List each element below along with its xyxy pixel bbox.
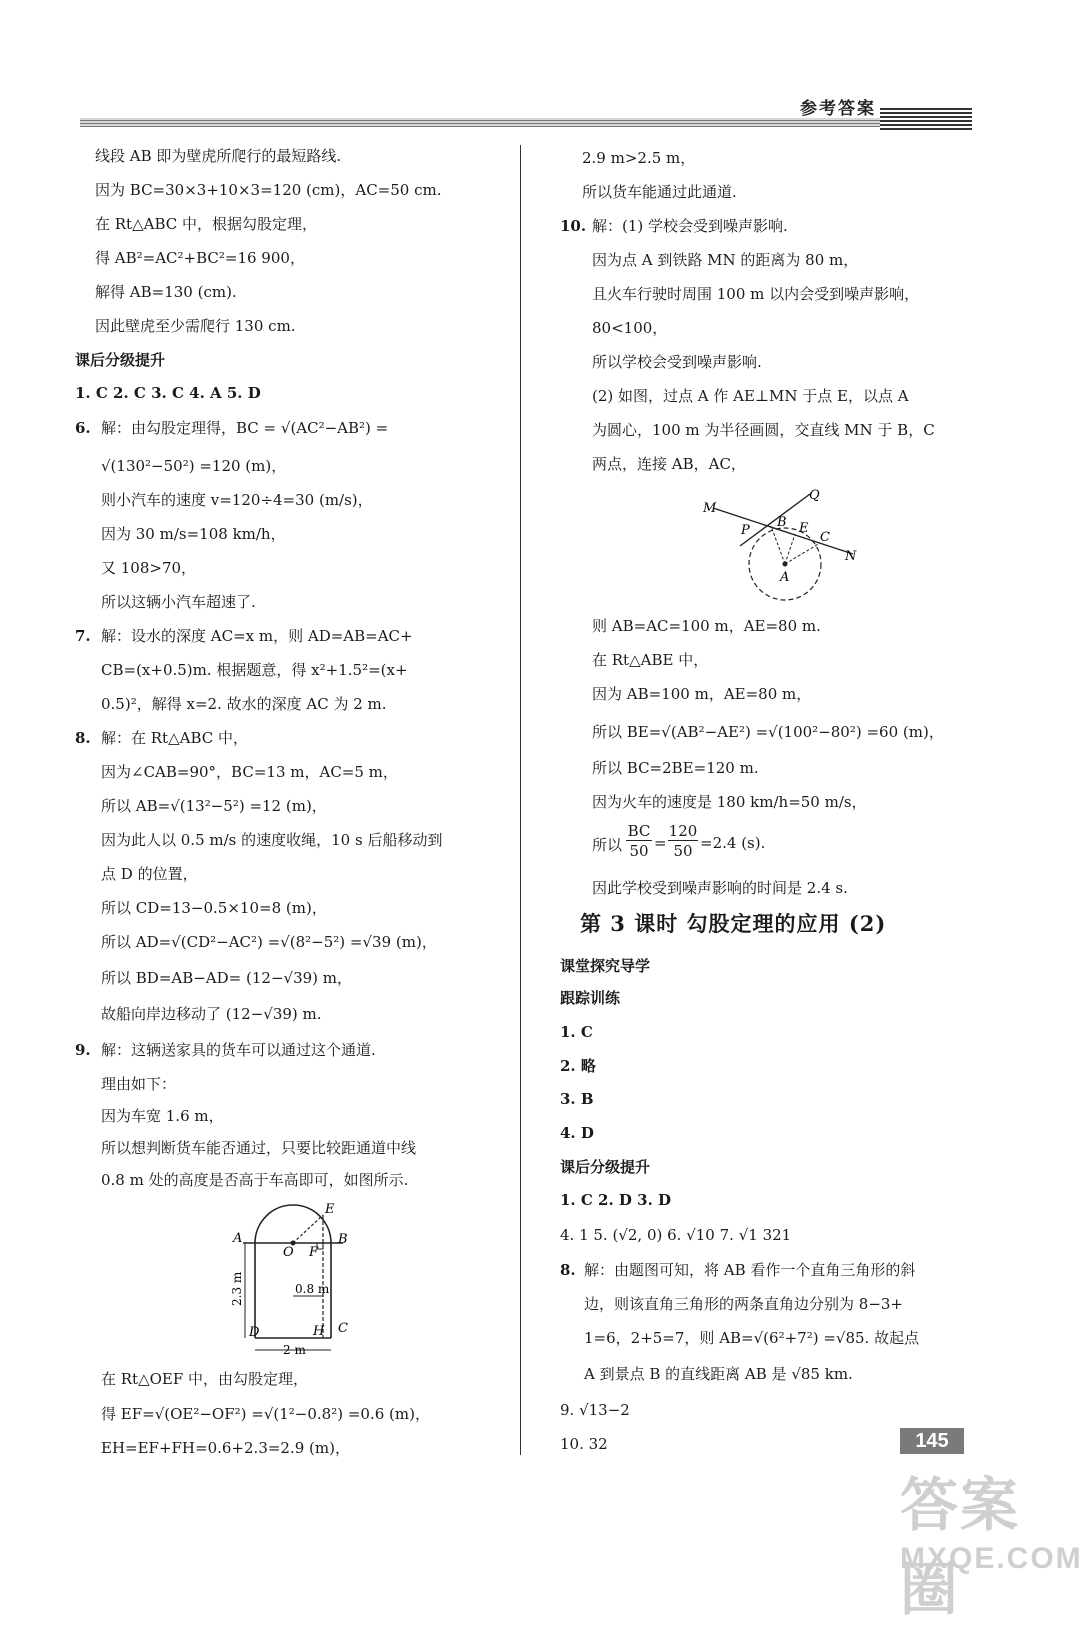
- text-line: 所以这辆小汽车超速了.: [101, 593, 256, 611]
- answer-line: 2. 略: [560, 1057, 596, 1075]
- railway-figure: [695, 486, 865, 611]
- fig-width-label: 2 m: [283, 1343, 306, 1357]
- fig-label-o: O: [283, 1245, 294, 1260]
- text-line: (2) 如图，过点 A 作 AE⊥MN 于点 E，以点 A: [592, 387, 909, 405]
- text-line: 则 AB=AC=100 m，AE=80 m.: [592, 617, 821, 635]
- text-line: 因此壁虎至少需爬行 130 cm.: [95, 317, 296, 335]
- fig-label-f: F: [309, 1245, 319, 1260]
- question-number: 7.: [75, 627, 91, 645]
- answer-line: 1. C 2. C 3. C 4. A 5. D: [75, 384, 261, 402]
- text-line: CB=(x+0.5)m. 根据题意，得 x²+1.5²=(x+: [101, 661, 408, 679]
- text-line: 又 108>70，: [101, 559, 197, 577]
- question-number: 8.: [75, 729, 91, 747]
- text-line: 因为此人以 0.5 m/s 的速度收绳，10 s 后船移动到: [101, 831, 443, 849]
- text-line: 线段 AB 即为壁虎所爬行的最短路线.: [95, 147, 342, 165]
- text-line: 0.8 m 处的高度是否高于车高即可，如图所示.: [101, 1171, 409, 1189]
- text-line: 得 EF=√(OE²−OF²) =√(1²−0.8²) =0.6 (m)，: [101, 1405, 430, 1423]
- text-line: 解：在 Rt△ABC 中，: [101, 729, 249, 747]
- fraction-denominator: 50: [673, 842, 693, 860]
- text-line: 因为 AB=100 m，AE=80 m，: [592, 685, 812, 703]
- text-line: 在 Rt△ABE 中，: [592, 651, 709, 669]
- fig-label-h: H: [313, 1324, 325, 1339]
- text-line: 边，则该直角三角形的两条直角边分别为 8−3+: [584, 1295, 903, 1313]
- column-divider: [520, 145, 521, 1455]
- watermark-text: 答案圈: [900, 1473, 1021, 1622]
- text-fragment: =: [654, 834, 667, 852]
- fraction-denominator: 50: [629, 842, 649, 860]
- answer-line: 1. C 2. D 3. D: [560, 1191, 672, 1209]
- section-heading: 课后分级提升: [560, 1158, 651, 1176]
- text-line: 两点，连接 AB，AC，: [592, 455, 746, 473]
- text-line: 解：由勾股定理得，BC = √(AC²−AB²) =: [101, 419, 389, 437]
- text-line: 理由如下：: [101, 1075, 177, 1093]
- answer-line: 9. √13−2: [560, 1401, 630, 1419]
- text-line: 所以 AD=√(CD²−AC²) =√(8²−5²) =√39 (m)，: [101, 933, 437, 951]
- fig-label-a: A: [780, 570, 790, 585]
- fig-label-a: A: [233, 1231, 243, 1246]
- answer-line: 3. B: [560, 1090, 594, 1108]
- text-line: 得 AB²=AC²+BC²=16 900，: [95, 249, 305, 267]
- question-number: 8.: [560, 1261, 576, 1279]
- page-number: 145: [900, 1428, 964, 1454]
- fig-height-label: 2.3 m: [230, 1271, 244, 1306]
- text-line: A 到景点 B 的直线距离 AB 是 √85 km.: [584, 1365, 853, 1383]
- fig-label-b: B: [338, 1232, 348, 1247]
- fig-label-e: E: [325, 1202, 335, 1217]
- answer-line: 1. C: [560, 1023, 593, 1041]
- section-heading: 跟踪训练: [560, 989, 621, 1007]
- text-line: 因为∠CAB=90°，BC=13 m，AC=5 m，: [101, 763, 398, 781]
- text-line: 解得 AB=130 (cm).: [95, 283, 237, 301]
- text-line: 解：(1) 学校会受到噪声影响.: [592, 217, 788, 235]
- text-line: 所以 CD=13−0.5×10=8 (m)，: [101, 899, 327, 917]
- text-line: 所以 BD=AB−AD= (12−√39) m，: [101, 969, 353, 987]
- text-line: 因此学校受到噪声影响的时间是 2.4 s.: [592, 879, 848, 897]
- section-heading: 课堂探究导学: [560, 957, 651, 975]
- section-heading: 课后分级提升: [75, 351, 166, 369]
- question-number: 9.: [75, 1041, 91, 1059]
- fig-label-c: C: [338, 1321, 348, 1336]
- fig-label-q: Q: [809, 488, 820, 503]
- question-number: 6.: [75, 419, 91, 437]
- text-line: 80<100，: [592, 319, 668, 337]
- text-line: √(130²−50²) =120 (m)，: [101, 457, 287, 475]
- text-line: 解：这辆送家具的货车可以通过这个通道.: [101, 1041, 376, 1059]
- fig-offset-label: 0.8 m: [295, 1282, 330, 1296]
- text-line: 所以 BC=2BE=120 m.: [592, 759, 759, 777]
- text-line: 所以学校会受到噪声影响.: [592, 353, 762, 371]
- text-line: 0.5)²，解得 x=2. 故水的深度 AC 为 2 m.: [101, 695, 387, 713]
- text-line: 因为 BC=30×3+10×3=120 (cm)，AC=50 cm.: [95, 181, 442, 199]
- text-line: 解：设水的深度 AC=x m，则 AD=AB=AC+: [101, 627, 413, 645]
- lesson-title: 第 3 课时 勾股定理的应用 (2): [580, 911, 887, 936]
- fig-label-m: M: [703, 501, 717, 516]
- text-fragment: =2.4 (s).: [700, 834, 766, 852]
- answer-line: 4. 1 5. (√2, 0) 6. √10 7. √1 321: [560, 1226, 792, 1244]
- text-line: 所以想判断货车能否通过，只要比较距通道中线: [101, 1139, 417, 1157]
- header-title: 参考答案: [800, 99, 876, 119]
- text-line: 因为点 A 到铁路 MN 的距离为 80 m，: [592, 251, 859, 269]
- fraction-numerator: 120: [668, 822, 698, 840]
- question-number: 10.: [560, 217, 587, 235]
- text-line: EH=EF+FH=0.6+2.3=2.9 (m)，: [101, 1439, 350, 1457]
- text-line: 为圆心，100 m 为半径画圆，交直线 MN 于 B，C: [592, 421, 935, 439]
- fig-label-p: P: [741, 523, 750, 538]
- text-fragment: 所以: [592, 836, 623, 854]
- fig-label-c: C: [820, 530, 830, 545]
- text-line: 所以货车能通过此通道.: [582, 183, 737, 201]
- text-line: 且火车行驶时周围 100 m 以内会受到噪声影响，: [592, 285, 920, 303]
- text-line: 所以 AB=√(13²−5²) =12 (m)，: [101, 797, 327, 815]
- header-band: [880, 108, 972, 130]
- header-rule: [80, 118, 970, 127]
- watermark: [900, 1458, 1083, 1622]
- watermark-url: MXQE.COM: [900, 1542, 1083, 1575]
- text-line: 因为车宽 1.6 m，: [101, 1107, 224, 1125]
- text-line: 2.9 m>2.5 m，: [582, 149, 696, 167]
- fig-label-n: N: [845, 549, 857, 564]
- answer-line: 10. 32: [560, 1435, 608, 1453]
- text-line: 解：由题图可知，将 AB 看作一个直角三角形的斜: [584, 1261, 916, 1279]
- text-line: 故船向岸边移动了 (12−√39) m.: [101, 1005, 322, 1023]
- fig-label-e: E: [799, 521, 809, 536]
- tunnel-figure: [225, 1198, 365, 1358]
- text-line: 在 Rt△ABC 中，根据勾股定理，: [95, 215, 318, 233]
- text-line: 点 D 的位置，: [101, 865, 198, 883]
- answer-line: 4. D: [560, 1124, 594, 1142]
- text-line: 则小汽车的速度 v=120÷4=30 (m/s)，: [101, 491, 373, 509]
- text-line: 因为火车的速度是 180 km/h=50 m/s，: [592, 793, 867, 811]
- fig-label-b: B: [777, 515, 787, 530]
- text-line: 1=6，2+5=7，则 AB=√(6²+7²) =√85. 故起点: [584, 1329, 920, 1347]
- text-line: 因为 30 m/s=108 km/h，: [101, 525, 286, 543]
- text-line: 所以 BE=√(AB²−AE²) =√(100²−80²) =60 (m)，: [592, 723, 944, 741]
- fig-label-d: D: [249, 1325, 260, 1340]
- text-line: 在 Rt△OEF 中，由勾股定理，: [101, 1370, 309, 1388]
- fraction-numerator: BC: [627, 822, 651, 840]
